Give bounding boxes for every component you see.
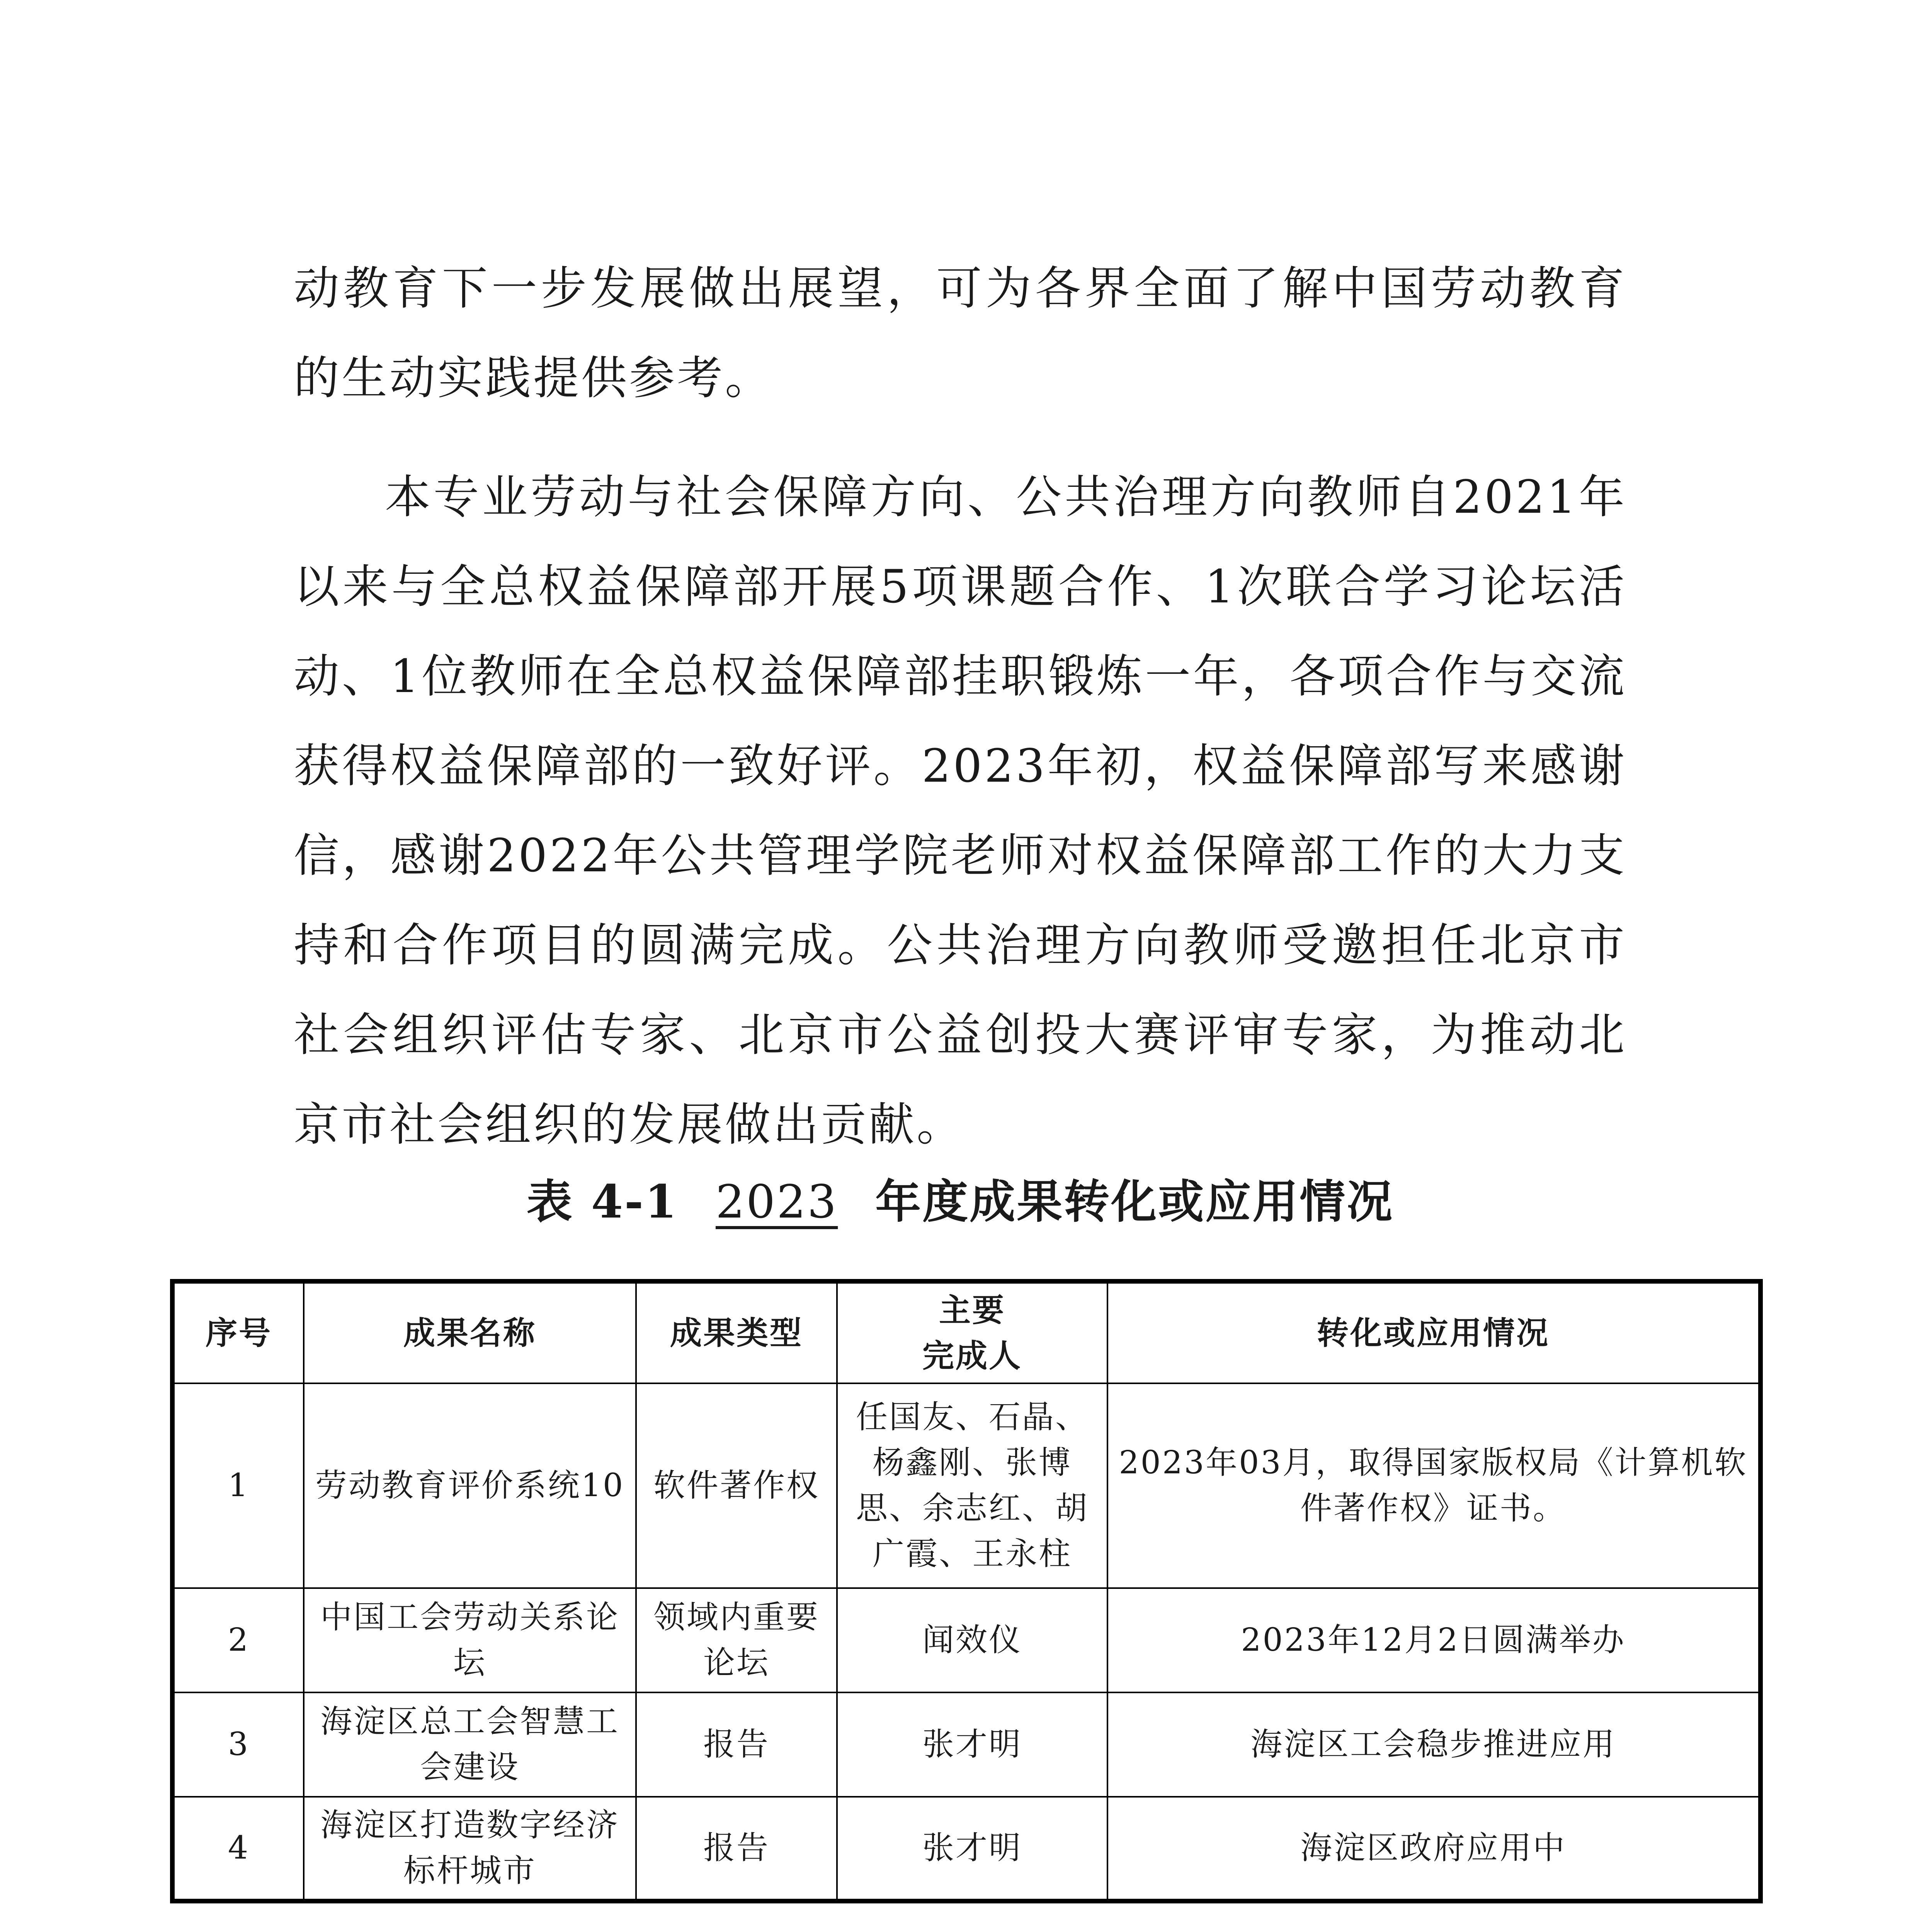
cell-usage: 2023年12月2日圆满举办 xyxy=(1107,1588,1761,1692)
table-header-row xyxy=(172,1281,1761,1383)
header-seq: 序号 xyxy=(172,1281,304,1383)
table-caption-year: 2023 xyxy=(715,1175,838,1228)
table-row xyxy=(172,1692,1761,1797)
cell-seq: 3 xyxy=(172,1692,304,1797)
cell-person: 任国友、石晶、杨鑫刚、张博思、余志红、胡广霞、王永柱 xyxy=(837,1383,1107,1588)
cell-usage: 海淀区政府应用中 xyxy=(1107,1797,1761,1901)
paragraph-cooperation: 本专业劳动与社会保障方向、公共治理方向教师自2021年以来与全总权益保障部开展5项课题合作、1次联合学习论坛活动、1位教师在全总权益保障部挂职锻炼一年，各项合作与交流获得权益保障部的一致好评。2023年初，权益保障部写来感谢信，感谢2022年公共管理学院老师对权益保障部工作的大力支持和合作项目的圆满完成。公共治理方向教师受邀担任北京市社会组织评估专家、北京市公益创投大赛评审专家，为推动北京市社会组织的发展做出贡献。 xyxy=(294,470,1627,1151)
achievement-table xyxy=(170,1279,1758,1903)
cell-name: 中国工会劳动关系论坛 xyxy=(304,1588,636,1692)
cell-person: 闻效仪 xyxy=(837,1588,1107,1692)
cell-name: 海淀区总工会智慧工会建设 xyxy=(304,1692,636,1797)
table-row xyxy=(172,1588,1761,1692)
table-caption xyxy=(294,1167,1627,1236)
cell-name: 劳动教育评价系统10 xyxy=(304,1383,636,1588)
cell-seq: 2 xyxy=(172,1588,304,1692)
cell-person: 张才明 xyxy=(837,1692,1107,1797)
cell-type: 领域内重要论坛 xyxy=(636,1588,837,1692)
table-row xyxy=(172,1383,1761,1588)
header-person: 主要 完成人 xyxy=(837,1281,1107,1383)
cell-type: 报告 xyxy=(636,1692,837,1797)
table-caption-number: 表 4-1 xyxy=(526,1175,679,1228)
header-usage: 转化或应用情况 xyxy=(1107,1281,1761,1383)
header-name: 成果名称 xyxy=(304,1281,636,1383)
cell-name: 海淀区打造数字经济标杆城市 xyxy=(304,1797,636,1901)
cell-usage: 海淀区工会稳步推进应用 xyxy=(1107,1692,1761,1797)
cell-usage: 2023年03月，取得国家版权局《计算机软件著作权》证书。 xyxy=(1107,1383,1761,1588)
table-caption-title: 年度成果转化或应用情况 xyxy=(875,1175,1394,1228)
cell-type: 报告 xyxy=(636,1797,837,1901)
header-type: 成果类型 xyxy=(636,1281,837,1383)
cell-type: 软件著作权 xyxy=(636,1383,837,1588)
cell-person: 张才明 xyxy=(837,1797,1107,1901)
table-row xyxy=(172,1797,1761,1901)
paragraph-continuation: 动教育下一步发展做出展望，可为各界全面了解中国劳动教育的生动实践提供参考。 xyxy=(294,262,1627,405)
cell-seq: 4 xyxy=(172,1797,304,1901)
cell-seq: 1 xyxy=(172,1383,304,1588)
section-heading xyxy=(390,1928,1012,1932)
